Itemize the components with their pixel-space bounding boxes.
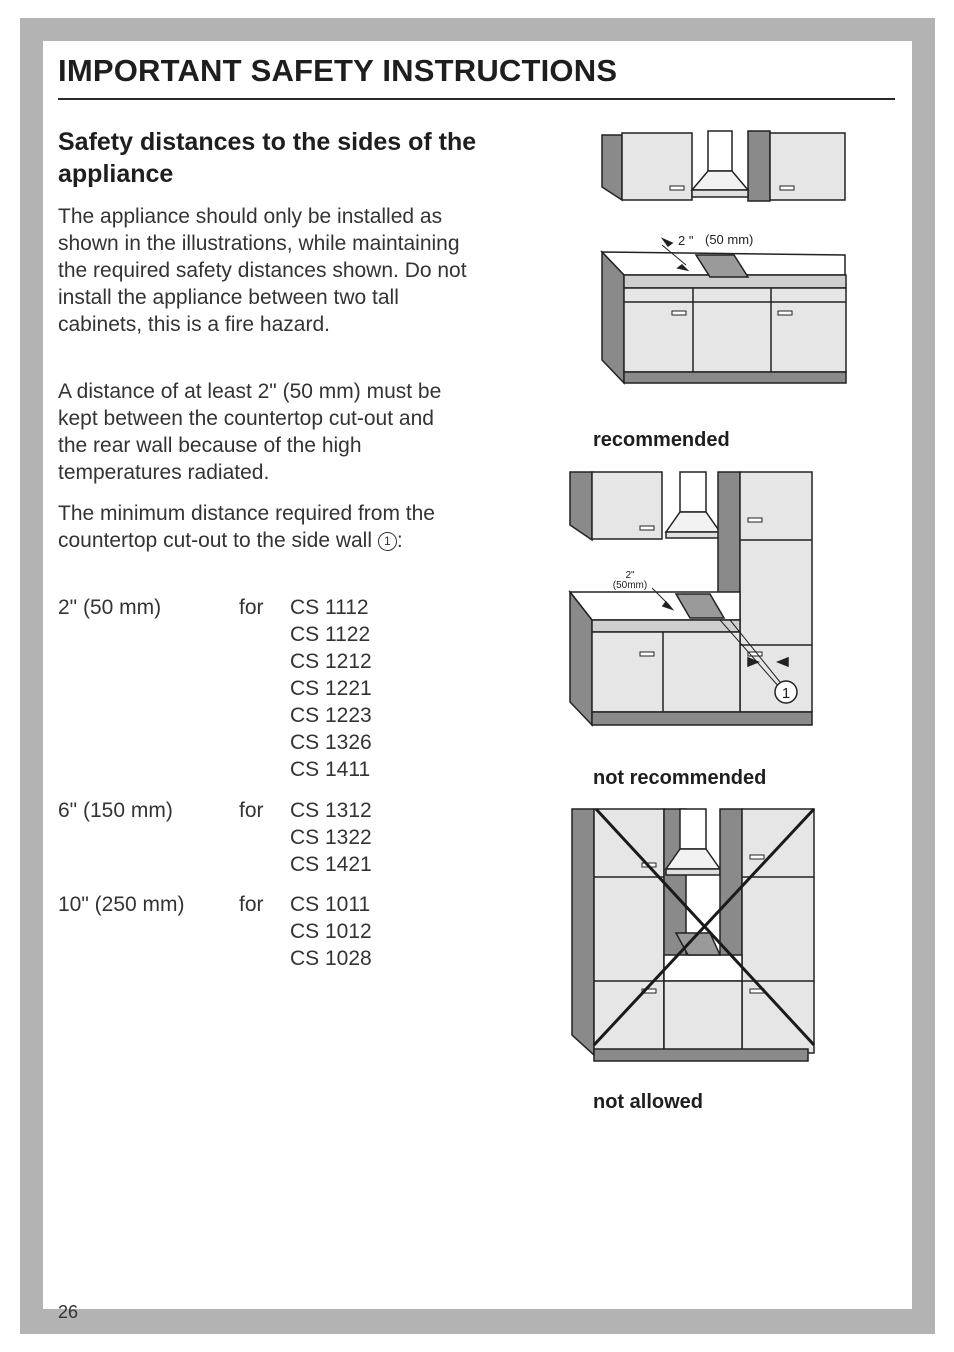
rear-distance-inch: 2" xyxy=(625,570,635,581)
model-list xyxy=(290,594,372,783)
distance-row-2in xyxy=(58,594,458,783)
model-item: CS 1112 xyxy=(290,596,369,619)
paragraph-installation: The appliance should only be installed as shown in the illustrations, while maintaining the required safety distances shown. Do not install the appliance between two tall cabinets, this is a fire hazard. xyxy=(58,205,467,336)
label-not-recommended: not recommended xyxy=(593,767,767,789)
side-wall-ref-circle: 1 xyxy=(781,685,791,702)
page-title: IMPORTANT SAFETY INSTRUCTIONS xyxy=(58,53,618,88)
model-item: CS 1122 xyxy=(290,623,371,646)
model-item: CS 1223 xyxy=(290,704,372,727)
rear-distance-inch: 2 " xyxy=(678,233,694,248)
distance-for: for xyxy=(239,799,264,822)
side-wall-suffix: : xyxy=(396,529,403,552)
label-not-allowed: not allowed xyxy=(593,1091,703,1113)
distance-row-6in xyxy=(58,797,458,878)
model-item: CS 1221 xyxy=(290,677,372,700)
side-wall-ref-marker: 1 xyxy=(378,532,397,551)
recommended-illustration xyxy=(590,125,860,390)
distance-value: 10" (250 mm) xyxy=(58,893,185,916)
model-item: CS 1028 xyxy=(290,947,372,970)
paragraph-rear-wall: A distance of at least 2" (50 mm) must be kept between the countertop cut-out and the rear wall because of the high temperatures radiated. xyxy=(58,380,442,484)
paragraph-side-wall xyxy=(58,500,468,554)
not-recommended-illustration xyxy=(568,470,818,730)
label-recommended: recommended xyxy=(593,429,730,451)
side-wall-text: The minimum distance required from the countertop cut-out to the side wall xyxy=(58,502,435,552)
model-list xyxy=(290,891,372,972)
section-heading: Safety distances to the sides of the appliance xyxy=(58,128,477,188)
model-list xyxy=(290,797,372,878)
rear-distance-mm: (50mm) xyxy=(612,580,648,591)
page-number: 26 xyxy=(58,1302,79,1322)
model-item: CS 1421 xyxy=(290,853,372,876)
model-item: CS 1312 xyxy=(290,799,372,822)
distance-value: 2" (50 mm) xyxy=(58,596,162,619)
title-rule xyxy=(58,98,895,100)
distance-for: for xyxy=(239,893,264,916)
model-item: CS 1411 xyxy=(290,758,371,781)
rear-distance-mm: (50 mm) xyxy=(705,232,754,247)
distance-value: 6" (150 mm) xyxy=(58,799,173,822)
model-item: CS 1011 xyxy=(290,893,371,916)
model-item: CS 1212 xyxy=(290,650,372,673)
model-item: CS 1012 xyxy=(290,920,372,943)
model-item: CS 1322 xyxy=(290,826,372,849)
model-item: CS 1326 xyxy=(290,731,372,754)
distance-for: for xyxy=(239,596,264,619)
distance-row-10in xyxy=(58,891,458,972)
not-allowed-illustration xyxy=(570,805,820,1070)
